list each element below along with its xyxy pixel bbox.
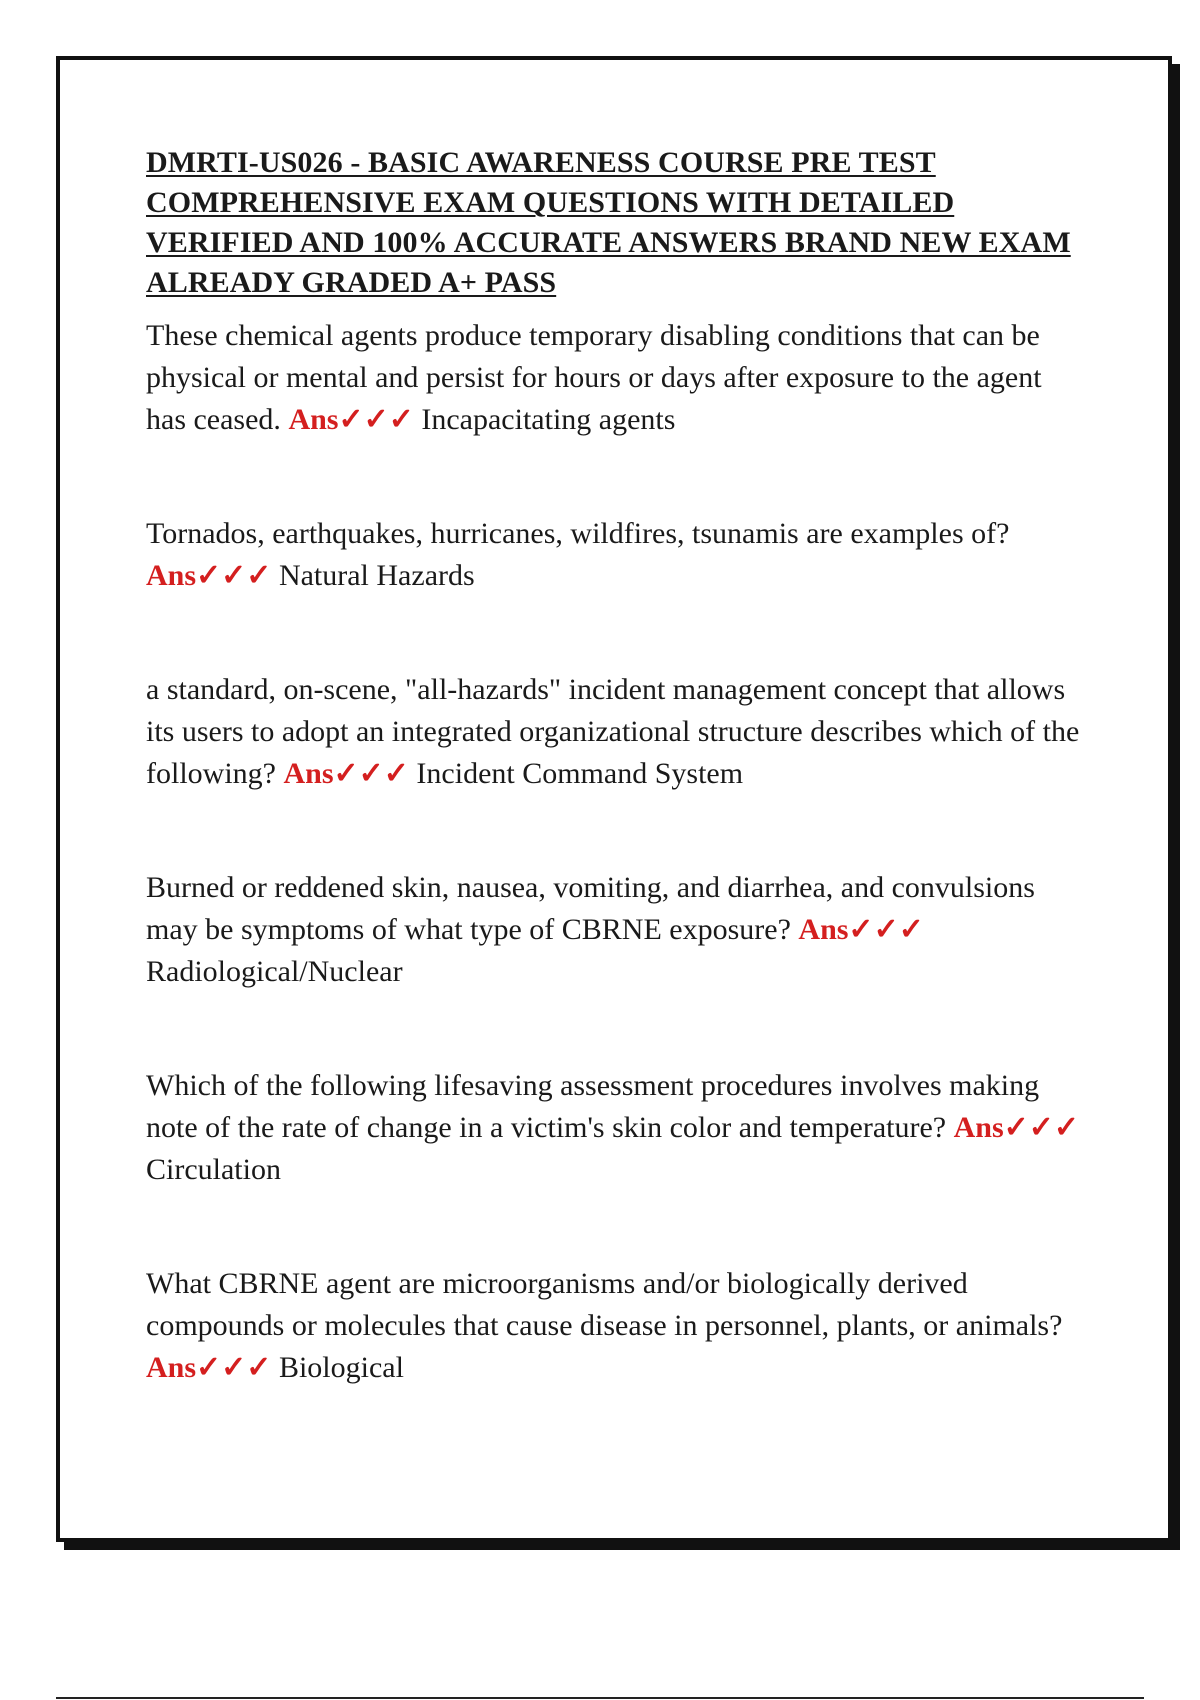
question-text: Tornados, earthquakes, hurricanes, wildfires, tsunamis are examples of?: [146, 517, 1010, 550]
footer-divider: [56, 1697, 1144, 1699]
answer-marker: Ans✓✓✓: [283, 757, 409, 790]
answer-text: Radiological/Nuclear: [146, 955, 403, 988]
answer-text: Circulation: [146, 1153, 281, 1186]
question-text: Burned or reddened skin, nausea, vomiting, and diarrhea, and convulsions may be symptoms of what type of CBRNE exposure?: [146, 871, 1035, 946]
document-title: DMRTI-US026 - BASIC AWARENESS COURSE PRE TEST COMPREHENSIVE EXAM QUESTIONS WITH DETAILED VERIFIED AND 100% ACCURATE ANSWERS BRAND NEW EXAM ALREADY GRADED A+ PASS: [146, 146, 1071, 299]
question-text: a standard, on-scene, "all-hazards" incident management concept that allows its users to adopt an integrated organizational structure describes which of the following?: [146, 673, 1080, 790]
question-text: These chemical agents produce temporary disabling conditions that can be physical or mental and persist for hours or days after exposure to the agent has ceased.: [146, 319, 1042, 436]
answer-marker: Ans✓✓✓: [146, 1351, 272, 1384]
qa-item: [146, 867, 1086, 993]
answer-marker: Ans✓✓✓: [798, 913, 924, 946]
qa-item: [146, 1065, 1086, 1191]
answer-marker: Ans✓✓✓: [953, 1111, 1080, 1144]
qa-item: [146, 1263, 1086, 1389]
answer-text: Incident Command System: [416, 757, 744, 790]
qa-item: [146, 513, 1086, 597]
answer-marker: Ans✓✓✓: [288, 403, 414, 436]
question-text: What CBRNE agent are microorganisms and/or biologically derived compounds or molecules that cause disease in personnel, plants, or animals?: [146, 1267, 1063, 1342]
answer-text: Biological: [278, 1351, 404, 1384]
answer-text: Incapacitating agents: [421, 403, 676, 436]
document-content: [146, 143, 1086, 1389]
answer-marker: Ans✓✓✓: [146, 559, 272, 592]
qa-item: [146, 669, 1086, 795]
answer-text: Natural Hazards: [278, 559, 475, 592]
qa-item: [146, 315, 1086, 441]
question-text: Which of the following lifesaving assessment procedures involves making note of the rate of change in a victim's skin color and temperature?: [146, 1069, 1040, 1144]
